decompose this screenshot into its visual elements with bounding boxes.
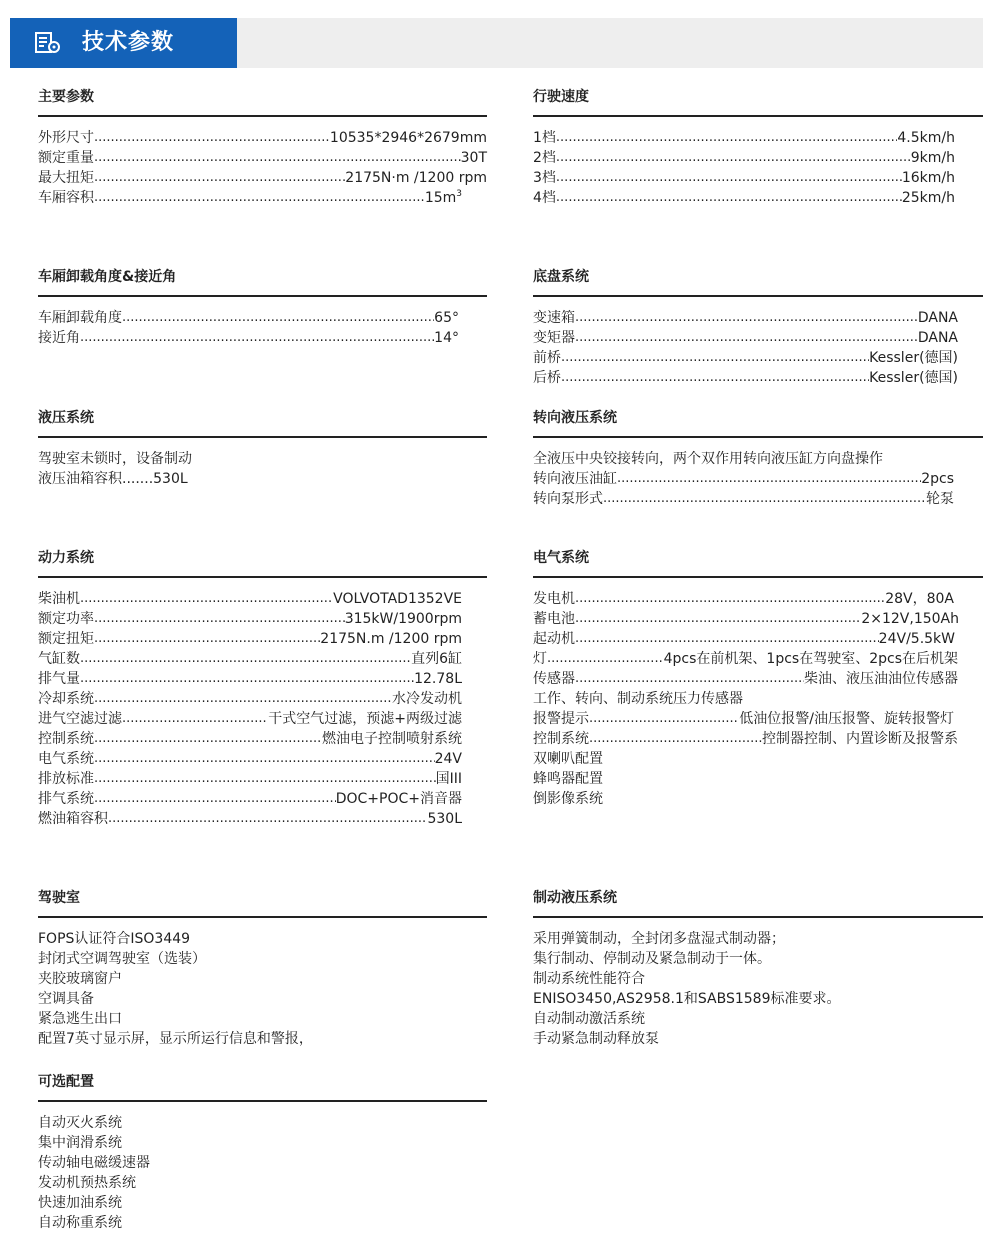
spec-row: 额定重量 ..... 30T: [38, 148, 487, 168]
spec-row: 控制系统 ..... 燃油电子控制喷射系统: [38, 729, 462, 749]
spec-row: 排气系统 ..... DOC+POC+消音器: [38, 789, 462, 809]
section-title: 电气系统: [533, 550, 589, 566]
spec-line: 发动机预热系统: [38, 1175, 136, 1191]
section-divider: [38, 295, 487, 297]
section-dump-angle: [38, 268, 487, 348]
section-steering: [533, 409, 983, 509]
section-electrical: [533, 549, 983, 809]
spec-row: 冷却系统 ..... 水冷发动机: [38, 689, 462, 709]
spec-line: FOPS认证符合ISO3449: [38, 931, 191, 947]
spec-line: 全液压中央铰接转向，两个双作用转向液压缸方向盘操作: [533, 451, 883, 467]
spec-line: 液压油箱容积.......530L: [38, 471, 188, 487]
spec-line: 紧急逃生出口: [38, 1011, 122, 1027]
spec-row: 接近角 ..... 14°: [38, 328, 459, 348]
section-divider: [533, 115, 983, 117]
spec-row: 变矩器 ..... DANA: [533, 328, 958, 348]
spec-row: 额定扭矩 ..... 2175N.m /1200 rpm: [38, 629, 462, 649]
section-title: 可选配置: [38, 1074, 94, 1090]
spec-row: 起动机 ..... 24V/5.5kW: [533, 629, 955, 649]
section-divider: [533, 576, 983, 578]
spec-row: 4档 ..... 25km/h: [533, 188, 955, 208]
spec-line: 快速加油系统: [38, 1195, 122, 1211]
spec-line: 双喇叭配置: [533, 751, 603, 767]
section-title: 动力系统: [38, 550, 94, 566]
section-cab: [38, 889, 487, 1049]
spec-row: 转向液压油缸 ..... 2pcs: [533, 469, 954, 489]
section-chassis: [533, 268, 983, 388]
page-title: 技术参数: [82, 30, 175, 55]
spec-line: 配置7英寸显示屏，显示所运行信息和警报，: [38, 1031, 313, 1047]
section-divider: [38, 1100, 487, 1102]
section-power: [38, 549, 487, 829]
spec-row: 车厢容积 ..... $15m^3$: [38, 188, 462, 208]
section-divider: [533, 295, 983, 297]
section-title: 驾驶室: [38, 890, 80, 906]
spec-line: 倒影像系统: [533, 791, 603, 807]
spec-row: 外形尺寸 ..... 10535*2946*2679mm: [38, 128, 487, 148]
spec-row: 电气系统 ..... 24V: [38, 749, 462, 769]
section-divider: [533, 916, 983, 918]
section-divider: [38, 916, 487, 918]
section-title: 主要参数: [38, 89, 94, 105]
section-speed: [533, 88, 983, 208]
section-title: 车厢卸载角度&接近角: [38, 269, 177, 285]
spec-row: 报警提示 ..... 低油位报警/油压报警、旋转报警灯: [533, 709, 954, 729]
section-divider: [533, 436, 983, 438]
spec-row: 柴油机 ..... VOLVOTAD1352VE: [38, 589, 462, 609]
spec-line: 传动轴电磁缓速器: [38, 1155, 150, 1171]
spec-row: 额定功率 ..... 315kW/1900rpm: [38, 609, 462, 629]
section-brake: [533, 889, 983, 1049]
section-title: 转向液压系统: [533, 410, 617, 426]
section-divider: [38, 115, 487, 117]
spec-line: 空调具备: [38, 991, 94, 1007]
spec-row: 排气量 ..... 12.78L: [38, 669, 462, 689]
spec-line: 自动灭火系统: [38, 1115, 122, 1131]
spec-line: 采用弹簧制动，全封闭多盘湿式制动器；: [533, 931, 785, 947]
section-title: 底盘系统: [533, 269, 589, 285]
spec-line: 夹胶玻璃窗户: [38, 971, 122, 987]
spec-row: 灯 ..... 4pcs在前机架、1pcs在驾驶室、2pcs在后机架: [533, 649, 958, 669]
spec-document-icon: [35, 32, 61, 54]
spec-row: 进气空滤过滤 ..... 干式空气过滤，预滤+两级过滤: [38, 709, 462, 729]
section-divider: [38, 576, 487, 578]
section-hydraulic: [38, 409, 487, 489]
spec-line: 封闭式空调驾驶室（选装）: [38, 951, 206, 967]
spec-line: 自动称重系统: [38, 1215, 122, 1231]
section-options: [38, 1073, 487, 1233]
spec-line: 蜂鸣器配置: [533, 771, 603, 787]
spec-row: 蓄电池 ..... 2×12V,150Ah: [533, 609, 959, 629]
spec-row: 转向泵形式 ..... 轮泵: [533, 489, 954, 509]
spec-line: 集行制动、停制动及紧急制动于一体。: [533, 951, 771, 967]
spec-row: 控制系统 ..... 控制器控制、内置诊断及报警系: [533, 729, 958, 749]
spec-row: 2档 ..... 9km/h: [533, 148, 955, 168]
spec-row: 最大扭矩 ..... 2175N·m /1200 rpm: [38, 168, 487, 188]
section-divider: [38, 436, 487, 438]
spec-row: 发电机 ..... 28V，80A: [533, 589, 954, 609]
spec-line: 自动制动激活系统: [533, 1011, 645, 1027]
spec-row: 后桥 ..... Kessler(德国): [533, 368, 958, 388]
section-title: 液压系统: [38, 410, 94, 426]
spec-row: 变速箱 ..... DANA: [533, 308, 958, 328]
section-title: 行驶速度: [533, 89, 589, 105]
spec-row: 燃油箱容积 ..... 530L: [38, 809, 462, 829]
spec-line: 驾驶室未锁时，设备制动: [38, 451, 192, 467]
spec-row: 车厢卸载角度 ..... 65°: [38, 308, 459, 328]
spec-row: 气缸数 ..... 直列6缸: [38, 649, 462, 669]
spec-row: 排放标准 ..... 国III: [38, 769, 462, 789]
header-tab: [10, 18, 237, 68]
spec-line: 手动紧急制动释放泵: [533, 1031, 659, 1047]
section-title: 制动液压系统: [533, 890, 617, 906]
spec-row: 3档 ..... 16km/h: [533, 168, 955, 188]
spec-row: 1档 ..... 4.5km/h: [533, 128, 955, 148]
spec-line: ENISO3450,AS2958.1和SABS1589标准要求。: [533, 991, 841, 1007]
section-main-params: [38, 88, 487, 208]
spec-line: 制动系统性能符合: [533, 971, 645, 987]
spec-line: 集中润滑系统: [38, 1135, 122, 1151]
spec-row: 传感器 ..... 柴油、液压油油位传感器: [533, 669, 958, 689]
spec-row: 前桥 ..... Kessler(德国): [533, 348, 958, 368]
spec-line: 工作、转向、制动系统压力传感器: [533, 691, 743, 707]
